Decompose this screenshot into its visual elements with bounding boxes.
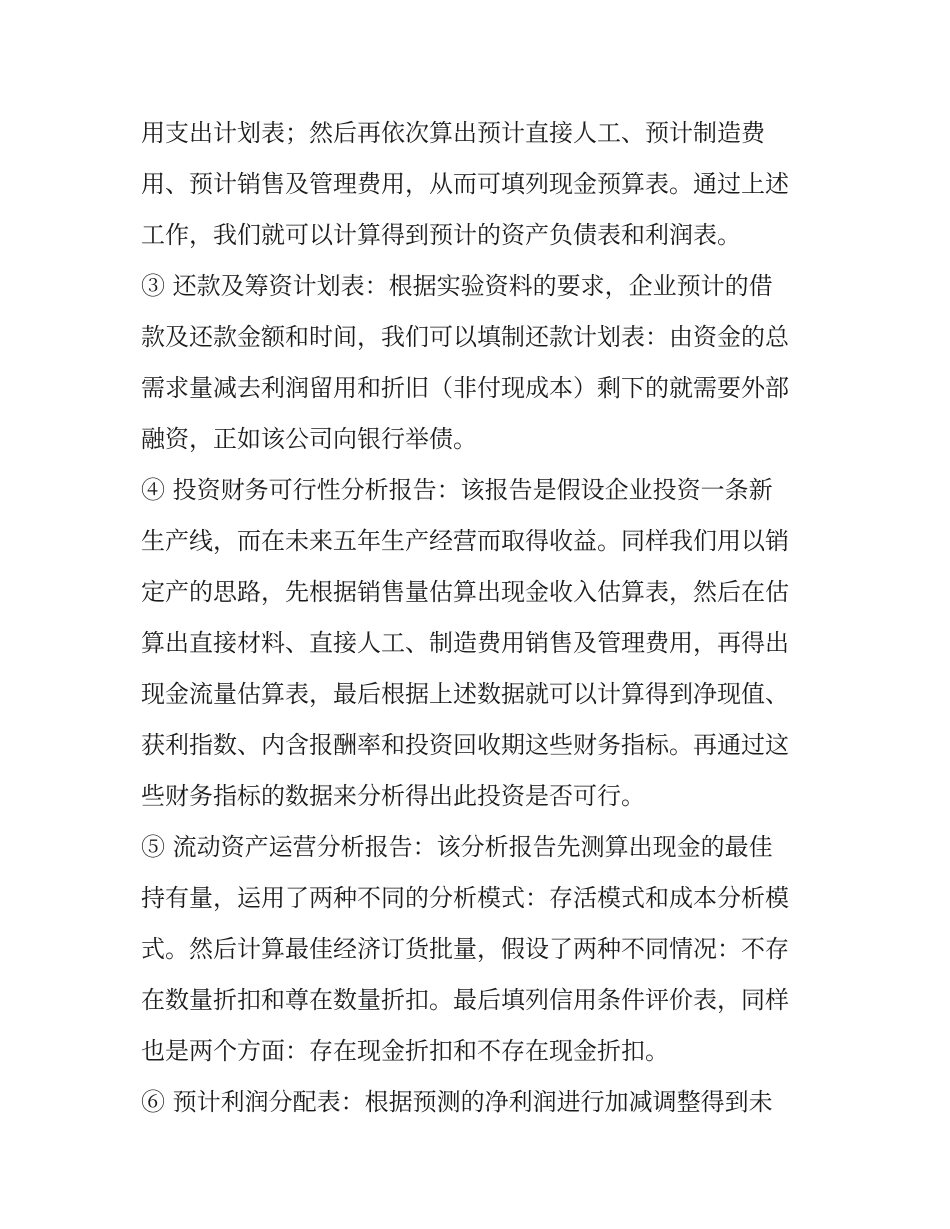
text-line: 需求量减去利润留用和折旧（非付现成本）剩下的就需要外部 [141,374,789,402]
text-line: 也是两个方面：存在现金折扣和不存在现金折扣。 [141,1037,669,1065]
text-line: 款及还款金额和时间，我们可以填制还款计划表：由资金的总 [141,323,789,351]
text-line: 式。然后计算最佳经济订货批量，假设了两种不同情况：不存 [141,935,789,963]
document-body [141,108,821,1128]
text-line: 在数量折扣和尊在数量折扣。最后填列信用条件评价表，同样 [141,986,789,1014]
section-6-heading-line: ⑥ 预计利润分配表：根据预测的净利润进行加减调整得到未 [141,1088,773,1116]
text-line: 定产的思路，先根据销售量估算出现金收入估算表，然后在估 [141,578,789,606]
section-3-heading-line: ③ 还款及筹资计划表：根据实验资料的要求，企业预计的借 [141,272,773,300]
text-line: 生产线，而在未来五年生产经营而取得收益。同样我们用以销 [141,527,789,555]
text-line: 现金流量估算表，最后根据上述数据就可以计算得到净现值、 [141,680,789,708]
section-5-heading-line: ⑤ 流动资产运营分析报告：该分析报告先测算出现金的最佳 [141,833,773,861]
text-line: 获利指数、内含报酬率和投资回收期这些财务指标。再通过这 [141,731,789,759]
text-line: 些财务指标的数据来分析得出此投资是否可行。 [141,782,645,810]
text-line: 用、预计销售及管理费用，从而可填列现金预算表。通过上述 [141,170,789,198]
text-line: 持有量，运用了两种不同的分析模式：存活模式和成本分析模 [141,884,789,912]
text-line: 工作，我们就可以计算得到预计的资产负债表和利润表。 [141,221,741,249]
section-4-heading-line: ④ 投资财务可行性分析报告：该报告是假设企业投资一条新 [141,476,773,504]
text-line: 融资，正如该公司向银行举债。 [141,425,477,453]
text-line: 算出直接材料、直接人工、制造费用销售及管理费用，再得出 [141,629,789,657]
text-line: 用支出计划表；然后再依次算出预计直接人工、预计制造费 [141,119,765,147]
